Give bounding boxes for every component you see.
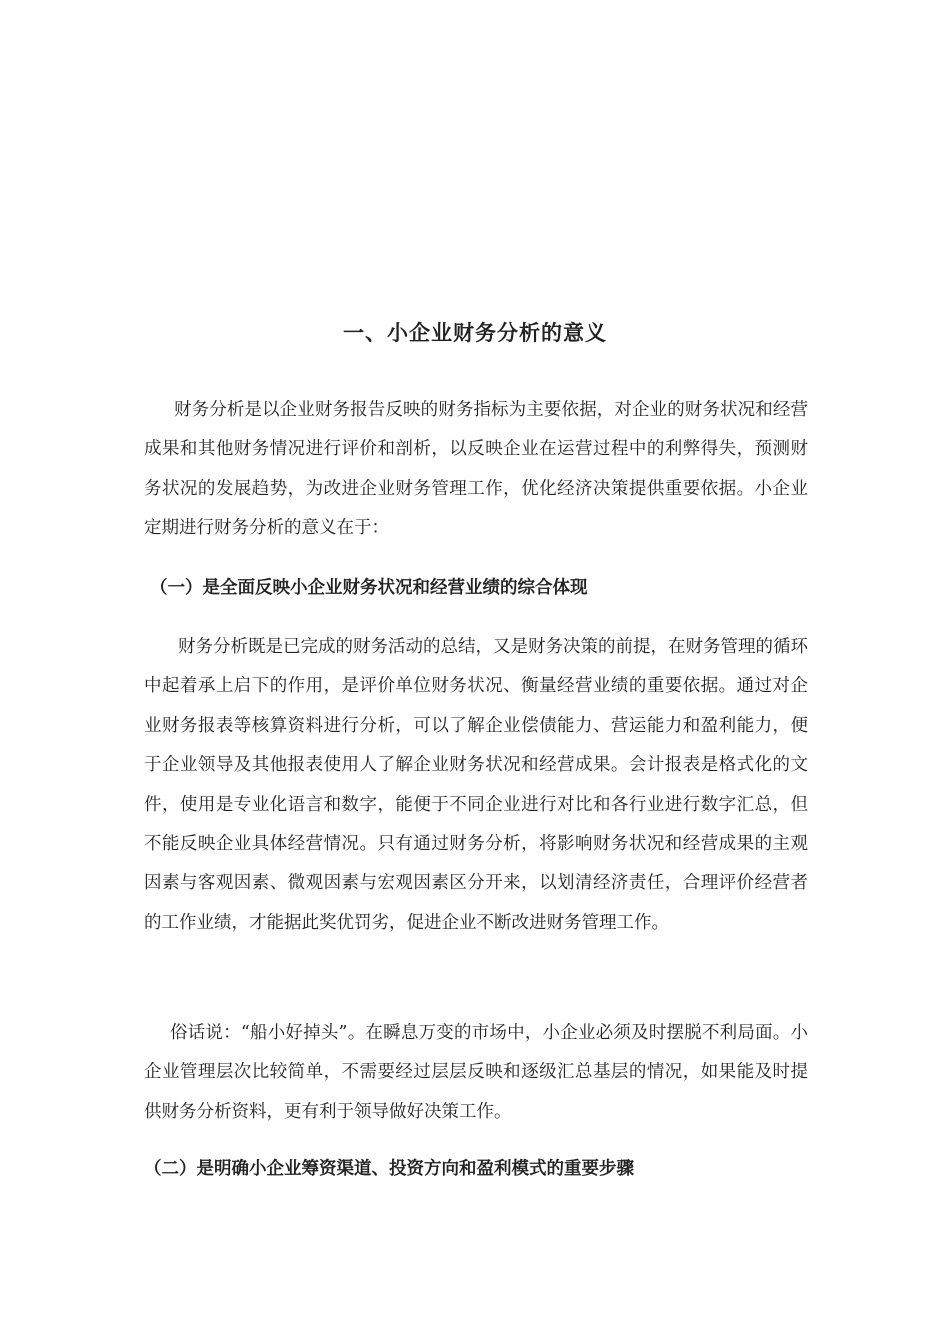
paragraph-intro: 财务分析是以企业财务报告反映的财务指标为主要依据，对企业的财务状况和经营成果和其他财务情况进行评价和剖析，以反映企业在运营过程中的利弊得失，预测财务状况的发展趋势，为改进企业财务管理工作，优化经济决策提供重要依据。小企业定期进行财务分析的意义在于： [144, 400, 808, 539]
section-heading-2: （二）是明确小企业筹资渠道、投资方向和盈利模式的重要步骤 [144, 1159, 634, 1179]
paragraph-section-1: 财务分析既是已完成的财务活动的总结，又是财务决策的前提，在财务管理的循环中起着承上启下的作用，是评价单位财务状况、衡量经营业绩的重要依据。通过对企业财务报表等核算资料进行分析，可以了解企业偿债能力、营运能力和盈利能力，便于企业领导及其他报表使用人了解企业财务状况和经营成果。会计报表是格式化的文件，使用是专业化语言和数字，能便于不同企业进行对比和各行业进行数字汇总，但不能反映企业具体经营情况。只有通过财务分析，将影响财务状况和经营成果的主观因素与客观因素、微观因素与宏观因素区分开来，以划清经济责任，合理评价经营者的工作业绩，才能据此奖优罚劣，促进企业不断改进财务管理工作。 [144, 637, 808, 933]
section-heading-1: （一）是全面反映小企业财务状况和经营业绩的综合体现 [150, 578, 588, 598]
paragraph-proverb: 俗话说：“船小好掉头”。在瞬息万变的市场中，小企业必须及时摆脱不利局面。小企业管理层次比较简单，不需要经过层层反映和逐级汇总基层的情况，如果能及时提供财务分析资料，更有利于领导做好决策工作。 [144, 1023, 808, 1122]
page-title: 一、小企业财务分析的意义 [343, 320, 607, 345]
